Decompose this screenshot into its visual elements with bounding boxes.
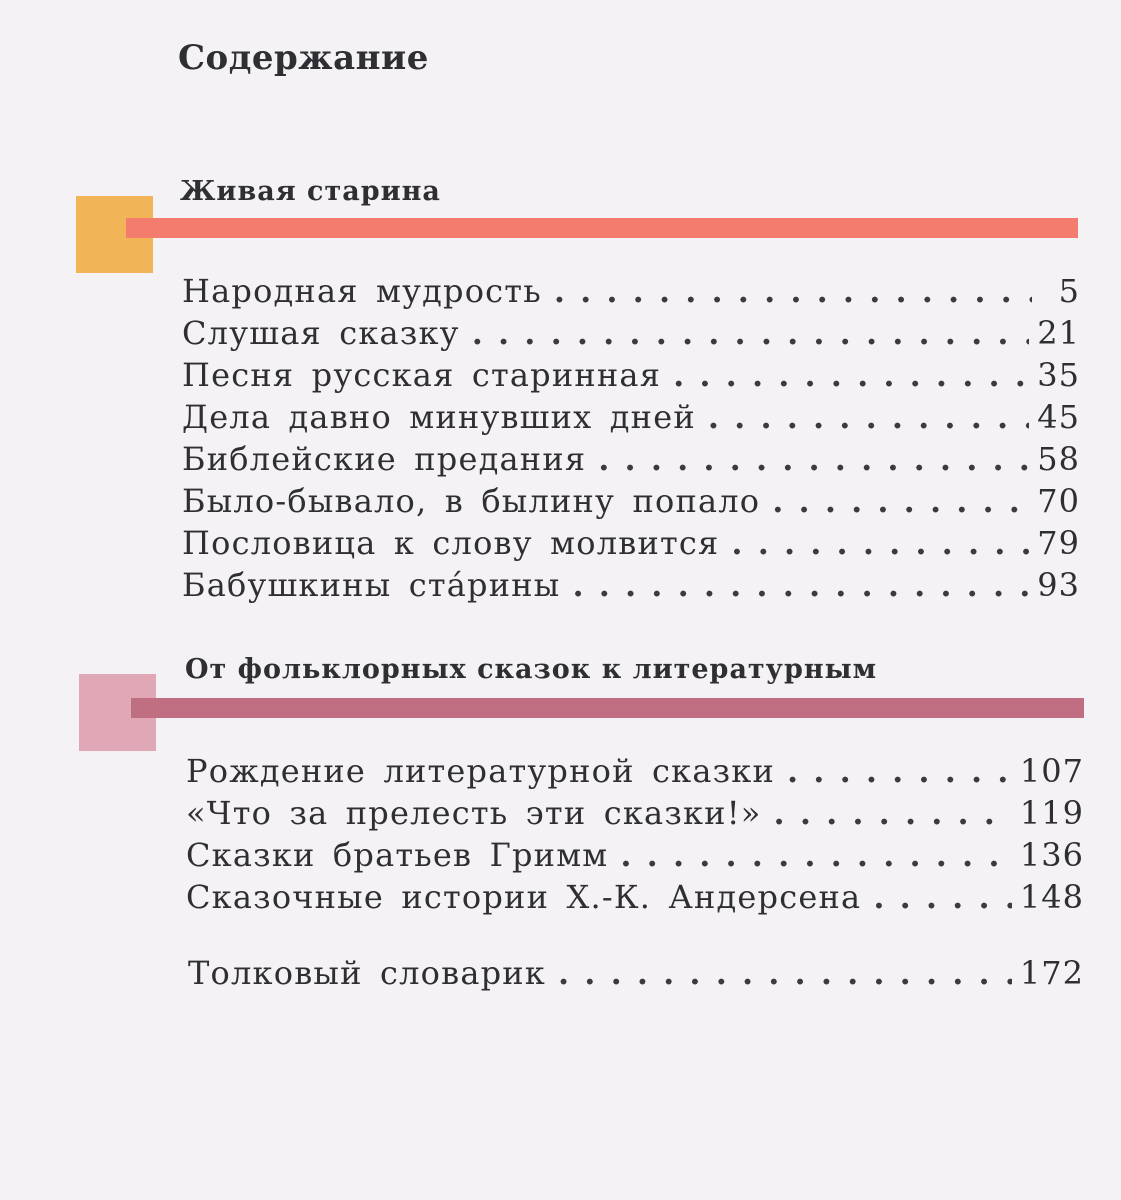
dot-leader — [774, 794, 1012, 832]
toc-entry[interactable] — [182, 482, 1080, 524]
toc-entry-page: 79 — [1037, 524, 1080, 562]
toc-entry-page: 107 — [1019, 752, 1084, 790]
toc-entry-title: Библейские предания — [182, 440, 587, 478]
toc-entry-page: 119 — [1019, 794, 1084, 832]
toc-entry-title: Рождение литературной сказки — [186, 752, 775, 790]
toc-entry-page: 45 — [1037, 398, 1080, 436]
dot-leader — [873, 878, 1012, 916]
toc-entry[interactable] — [186, 794, 1084, 836]
toc-entry[interactable] — [186, 752, 1084, 794]
section-color-bar — [131, 698, 1084, 718]
toc-entry[interactable] — [182, 398, 1080, 440]
toc-entry-title: Песня русская старинная — [182, 356, 662, 394]
toc-entry-page: 21 — [1037, 314, 1080, 352]
toc-entry-title: Бабушкины ста́рины — [182, 566, 561, 604]
toc-entry-page: 136 — [1019, 836, 1084, 874]
toc-entry-title: Народная мудрость — [182, 272, 542, 310]
dot-leader — [598, 440, 1029, 478]
glossary-entry[interactable] — [188, 954, 1084, 996]
toc-list — [182, 272, 1080, 608]
toc-entry-title: Слушая сказку — [182, 314, 460, 352]
glossary-title: Толковый словарик — [188, 954, 547, 992]
toc-list — [186, 752, 1084, 920]
toc-entry-title: «Что за прелесть эти сказки!» — [186, 794, 762, 832]
toc-entry[interactable] — [182, 440, 1080, 482]
toc-entry[interactable] — [186, 878, 1084, 920]
section-heading: Живая старина — [180, 176, 441, 207]
toc-entry-title: Пословица к слову молвится — [182, 524, 720, 562]
dot-leader — [673, 356, 1029, 394]
toc-entry-title: Сказки братьев Гримм — [186, 836, 609, 874]
toc-entry[interactable] — [182, 272, 1080, 314]
toc-entry-page: 5 — [1058, 272, 1080, 310]
glossary-list — [188, 954, 1084, 996]
toc-entry-page: 148 — [1019, 878, 1084, 916]
dot-leader — [558, 954, 1012, 992]
toc-entry[interactable] — [182, 356, 1080, 398]
toc-entry-page: 58 — [1037, 440, 1080, 478]
toc-entry-page: 35 — [1037, 356, 1080, 394]
page-title: Содержание — [178, 38, 429, 78]
toc-entry-page: 93 — [1037, 566, 1080, 604]
toc-entry[interactable] — [186, 836, 1084, 878]
glossary-page: 172 — [1019, 954, 1084, 992]
dot-leader — [572, 566, 1029, 604]
dot-leader — [787, 752, 1012, 790]
toc-entry-page: 70 — [1037, 482, 1080, 520]
toc-entry-title: Сказочные истории Х.-К. Андерсена — [186, 878, 862, 916]
toc-entry[interactable] — [182, 566, 1080, 608]
dot-leader — [554, 272, 1032, 310]
toc-entry-title: Было-бывало, в былину попало — [182, 482, 761, 520]
toc-entry[interactable] — [182, 314, 1080, 356]
dot-leader — [620, 836, 1012, 874]
toc-entry-title: Дела давно минувших дней — [182, 398, 696, 436]
section-color-bar — [126, 218, 1078, 238]
dot-leader — [772, 482, 1029, 520]
dot-leader — [708, 398, 1029, 436]
dot-leader — [472, 314, 1030, 352]
toc-entry[interactable] — [182, 524, 1080, 566]
section-heading: От фольклорных сказок к литературным — [185, 654, 878, 685]
dot-leader — [731, 524, 1029, 562]
